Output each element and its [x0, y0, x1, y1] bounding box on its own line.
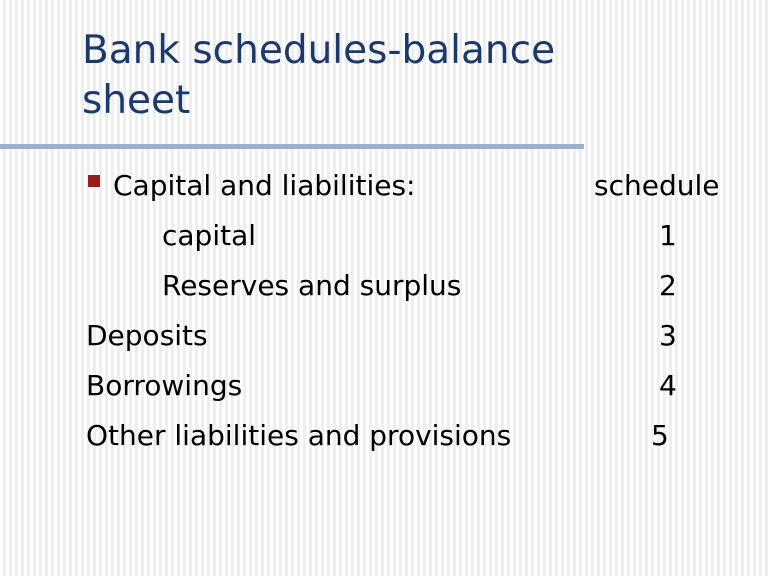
item-label: capital: [162, 219, 257, 252]
slide-title: [82, 26, 722, 126]
header-column-label: schedule: [594, 169, 720, 202]
item-label: Borrowings: [86, 369, 243, 402]
header-row: [0, 166, 768, 206]
list-item: [0, 366, 768, 406]
list-item: [0, 216, 768, 256]
list-item: [0, 416, 768, 456]
title-divider: [0, 144, 584, 149]
item-schedule: 2: [659, 269, 677, 302]
item-label: Deposits: [86, 319, 208, 352]
item-schedule: 4: [659, 369, 677, 402]
item-schedule: 1: [659, 219, 677, 252]
item-label: Other liabilities and provisions: [86, 419, 512, 452]
list-item: [0, 266, 768, 306]
header-label: Capital and liabilities:: [113, 169, 416, 202]
item-label: Reserves and surplus: [162, 269, 462, 302]
item-schedule: 5: [651, 419, 669, 452]
list-item: [0, 316, 768, 356]
slide-title-line-2: sheet: [82, 78, 191, 123]
item-schedule: 3: [659, 319, 677, 352]
slide-title-line-1: Bank schedules-balance: [82, 28, 556, 73]
